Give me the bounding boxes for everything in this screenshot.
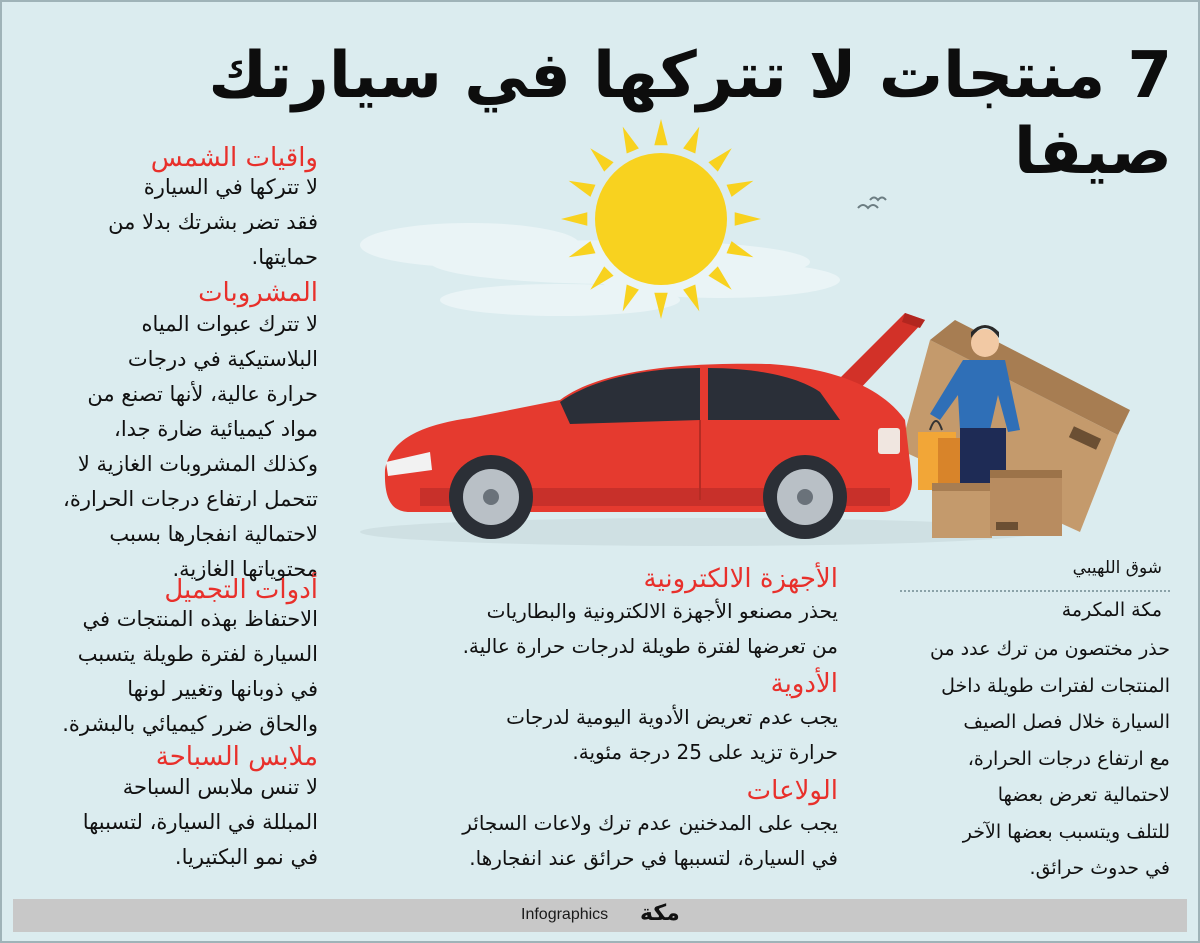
news-intro bbox=[895, 631, 1170, 887]
text-line: حمايتها. bbox=[251, 245, 318, 269]
text-line: في نمو البكتيريا. bbox=[174, 845, 318, 869]
text-line: تتحمل ارتفاع درجات الحرارة، bbox=[63, 487, 318, 511]
text-line: والحاق ضرر كيميائي بالبشرة. bbox=[62, 712, 318, 736]
text-line: حذر مختصون من ترك عدد من bbox=[930, 638, 1170, 660]
section-body-swimwear bbox=[18, 770, 318, 875]
section-body-medicine bbox=[378, 700, 838, 770]
text-line: فقد تضر بشرتك بدلا من bbox=[108, 210, 318, 234]
text-line: حرارة تزيد على 25 درجة مئوية. bbox=[572, 740, 838, 764]
text-line: في حدوث حرائق. bbox=[1029, 857, 1170, 879]
section-title-electronics: الأجهزة الالكترونية bbox=[643, 564, 838, 594]
text-line: المبللة في السيارة، لتسببها bbox=[82, 810, 318, 834]
section-body-lighters bbox=[378, 806, 838, 876]
author-name: شوق اللهيبي bbox=[1072, 558, 1162, 578]
page-title: 7 منتجات لا تتركها في سيارتك صيفا bbox=[208, 39, 1172, 189]
bird-icon bbox=[858, 205, 878, 208]
text-line: من تعرضها لفترة طويلة لدرجات حرارة عالية. bbox=[462, 634, 838, 658]
section-title-drinks: المشروبات bbox=[198, 278, 318, 308]
sun-ray bbox=[735, 212, 761, 225]
text-line: حرارة عالية، لأنها تصنع من bbox=[87, 382, 318, 406]
section-body-electronics bbox=[378, 594, 838, 664]
sun-ray bbox=[561, 212, 587, 225]
section-body-cosmetics bbox=[18, 602, 318, 742]
bird-icon bbox=[870, 198, 886, 201]
section-title-swimwear: ملابس السباحة bbox=[155, 742, 318, 772]
text-line: السيارة لفترة طويلة يتسبب bbox=[77, 642, 318, 666]
text-line: المنتجات لفترات طويلة داخل bbox=[941, 674, 1170, 697]
text-line: مع ارتفاع درجات الحرارة، bbox=[967, 747, 1170, 770]
text-line: لا تتركها في السيارة bbox=[143, 175, 318, 199]
text-line: وكذلك المشروبات الغازية لا bbox=[77, 452, 318, 476]
section-title-sunscreen: واقيات الشمس bbox=[150, 143, 318, 173]
text-line: البلاستيكية في درجات bbox=[127, 347, 318, 371]
text-line: محتوياتها الغازية. bbox=[172, 557, 318, 581]
text-line: لا تنس ملابس السباحة bbox=[122, 775, 318, 799]
section-body-sunscreen bbox=[18, 170, 318, 275]
dateline-location: مكة المكرمة bbox=[1061, 599, 1162, 621]
footer-label: Infographics bbox=[521, 906, 609, 923]
section-body-drinks bbox=[18, 307, 318, 587]
text-line: لا تترك عبوات المياه bbox=[141, 312, 318, 336]
text-line: لاحتمالية انفجارها بسبب bbox=[109, 522, 318, 546]
red-car bbox=[385, 313, 925, 539]
text-line: الاحتفاظ بهذه المنتجات في bbox=[82, 607, 318, 631]
text-line: مواد كيميائية ضارة جدا، bbox=[114, 417, 318, 441]
text-line: السيارة خلال فصل الصيف bbox=[963, 711, 1170, 733]
brand-logo: مكة bbox=[640, 901, 680, 926]
text-line: يحذر مصنعو الأجهزة الالكترونية والبطاريات bbox=[486, 599, 838, 623]
section-title-cosmetics: أدوات التجميل bbox=[164, 575, 318, 605]
dotted-divider bbox=[900, 590, 1170, 592]
text-line: للتلف ويتسبب بعضها الآخر bbox=[962, 820, 1170, 843]
text-line: يجب على المدخنين عدم ترك ولاعات السجائر bbox=[462, 811, 838, 835]
text-line: في ذوبانها وتغيير لونها bbox=[127, 677, 318, 701]
text-line: يجب عدم تعريض الأدوية اليومية لدرجات bbox=[506, 705, 838, 729]
section-title-lighters: الولاعات bbox=[746, 776, 838, 806]
text-line: لاحتمالية تعرض بعضها bbox=[997, 784, 1170, 806]
section-title-medicine: الأدوية bbox=[770, 669, 838, 699]
text-line: في السيارة، لتسببها في حرائق عند انفجارها. bbox=[469, 846, 838, 870]
